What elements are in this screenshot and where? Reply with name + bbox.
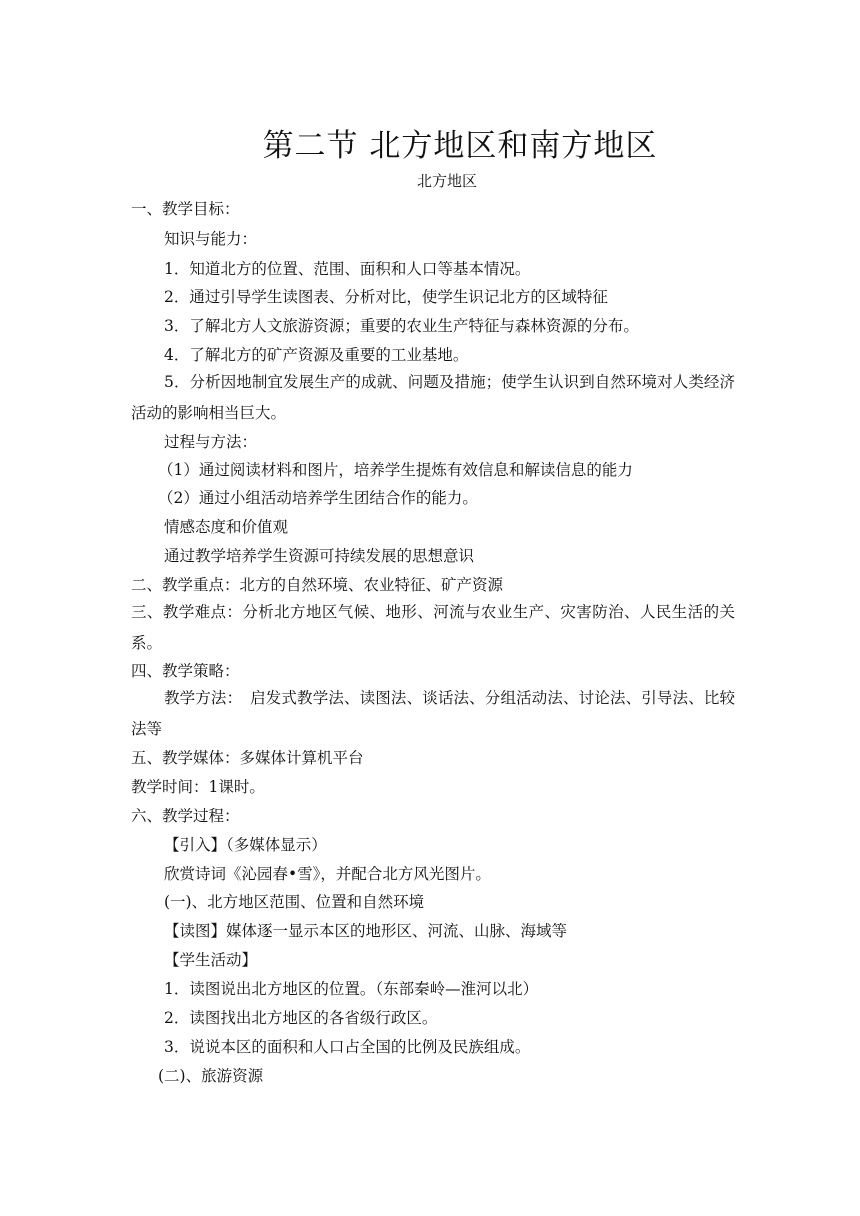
objective-item-2: 2．通过引导学生读图表、分析对比，使学生识记北方的区域特征 <box>164 288 608 306</box>
activity-item-2: 2．读图找出北方地区的各省级行政区。 <box>164 1009 438 1027</box>
section-key-points: 二、教学重点：北方的自然环境、农业特征、矿产资源 <box>131 576 504 594</box>
objective-item-4: 4．了解北方的矿产资源及重要的工业基地。 <box>164 346 469 364</box>
subheading-emotion: 情感态度和价值观 <box>164 518 289 536</box>
objective-item-1: 1．知道北方的位置、范围、面积和人口等基本情况。 <box>164 260 531 278</box>
process-item-1: （1）通过阅读材料和图片，培养学生提炼有效信息和解读信息的能力 <box>158 461 633 479</box>
process-student-activity: 【学生活动】 <box>164 951 258 969</box>
process-part-2: (二)、旅游资源 <box>158 1067 264 1085</box>
objective-item-5: 5．分析因地制宜发展生产的成就、问题及措施；使学生认识到自然环境对人类经济活动的影响相当巨大。 <box>131 373 735 422</box>
emotion-item-1: 通过教学培养学生资源可持续发展的思想意识 <box>164 547 475 565</box>
section-heading-objectives: 一、教学目标： <box>131 200 240 218</box>
activity-item-3: 3．说说本区的面积和人口占全国的比例及民族组成。 <box>164 1038 531 1056</box>
subheading-process: 过程与方法： <box>164 433 258 451</box>
process-intro: 【引入】（多媒体显示） <box>164 836 327 854</box>
section-heading-strategy: 四、教学策略： <box>131 662 240 680</box>
process-read-map: 【读图】媒体逐一显示本区的地形区、河流、山脉、海域等 <box>164 922 568 940</box>
process-item-2: （2）通过小组活动培养学生团结合作的能力。 <box>158 489 478 507</box>
process-part-1: (一)、北方地区范围、位置和自然环境 <box>164 893 425 911</box>
section-media: 五、教学媒体：多媒体计算机平台 <box>131 749 364 767</box>
activity-item-1: 1．读图说出北方地区的位置。（东部秦岭—淮河以北） <box>164 980 539 998</box>
subheading-knowledge: 知识与能力： <box>164 230 258 248</box>
process-poem: 欣赏诗词《沁园春•雪》，并配合北方风光图片。 <box>164 865 491 883</box>
strategy-methods: 教学方法： 启发式教学法、读图法、谈话法、分组活动法、讨论法、引导法、比较法等 <box>131 689 735 738</box>
section-difficulties: 三、教学难点：分析北方地区气候、地形、河流与农业生产、灾害防治、人民生活的关系。 <box>131 603 735 652</box>
section-heading-process: 六、教学过程： <box>131 807 240 825</box>
page-title: 第二节 北方地区和南方地区 <box>262 128 658 164</box>
teaching-time: 教学时间：1课时。 <box>131 778 265 796</box>
page-subtitle: 北方地区 <box>416 172 477 190</box>
objective-item-3: 3．了解北方人文旅游资源；重要的农业生产特征与森林资源的分布。 <box>164 317 639 335</box>
